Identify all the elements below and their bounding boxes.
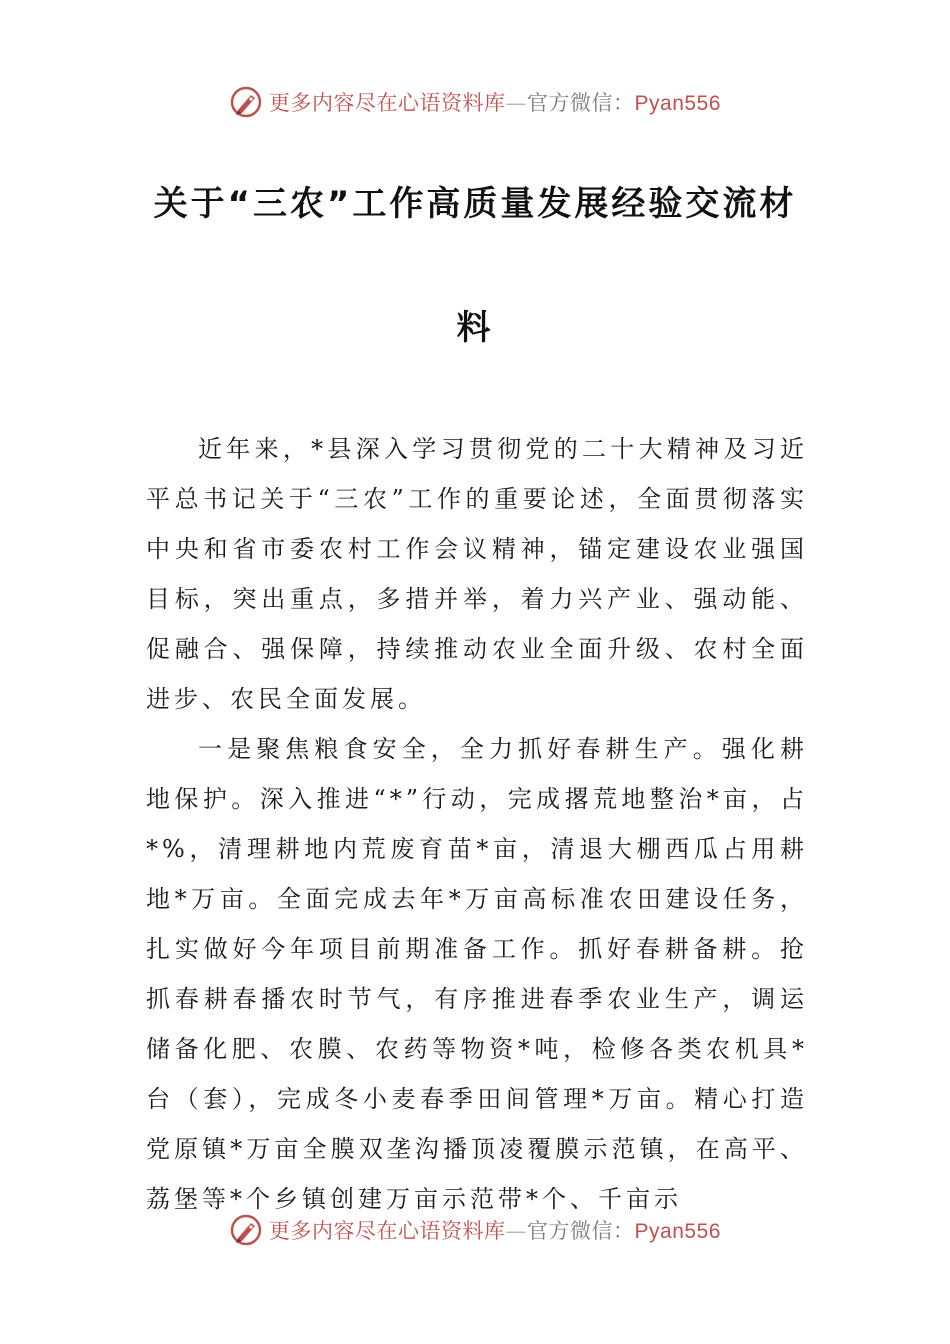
document-body bbox=[146, 424, 808, 1224]
footer-watermark bbox=[0, 1210, 950, 1250]
pen-nib-circle-logo-icon bbox=[229, 1213, 263, 1247]
watermark-wechat-label: 官方微信： bbox=[527, 1219, 635, 1243]
watermark-text: 更多内容尽在心语资料库 bbox=[269, 1219, 506, 1243]
watermark-account: Pyan556 bbox=[634, 1220, 721, 1243]
paragraph-intro: 近年来，*县深入学习贯彻党的二十大精神及习近平总书记关于“三农”工作的重要论述，全面贯彻落实中央和省市委农村工作会议精神，锚定建设农业强国目标，突出重点，多措并举，着力兴产业、强动能、促融合、强保障，持续推动农业全面升级、农村全面进步、农民全面发展。 bbox=[146, 435, 808, 713]
document-title-line-2: 料 bbox=[456, 308, 494, 348]
pen-nib-circle-logo-icon bbox=[229, 85, 263, 119]
paragraph-grain-security: 一是聚焦粮食安全，全力抓好春耕生产。强化耕地保护。深入推进“*”行动，完成撂荒地整治*亩，占*%，清理耕地内荒废育苗*亩，清退大棚西瓜占用耕地*万亩。全面完成去年*万亩高标准农田建设任务，扎实做好今年项目前期准备工作。抓好春耕备耕。抢抓春耕春播农时节气，有序推进春季农业生产，调运储备化肥、农膜、农药等物资*吨，检修各类农机具*台（套），完成冬小麦春季田间管理*万亩。精心打造党原镇*万亩全膜双垄沟播顶凌覆膜示范镇，在高平、荔堡等*个乡镇创建万亩示范带*个、千亩示 bbox=[146, 735, 808, 1213]
watermark-dash: — bbox=[505, 1219, 528, 1243]
watermark-dash: — bbox=[505, 91, 528, 115]
watermark-wechat-label: 官方微信： bbox=[527, 91, 635, 115]
header-watermark bbox=[0, 82, 950, 122]
watermark-account: Pyan556 bbox=[634, 92, 721, 115]
document-title-line-1: 关于“三农”工作高质量发展经验交流材 bbox=[153, 184, 797, 224]
watermark-text: 更多内容尽在心语资料库 bbox=[269, 91, 506, 115]
